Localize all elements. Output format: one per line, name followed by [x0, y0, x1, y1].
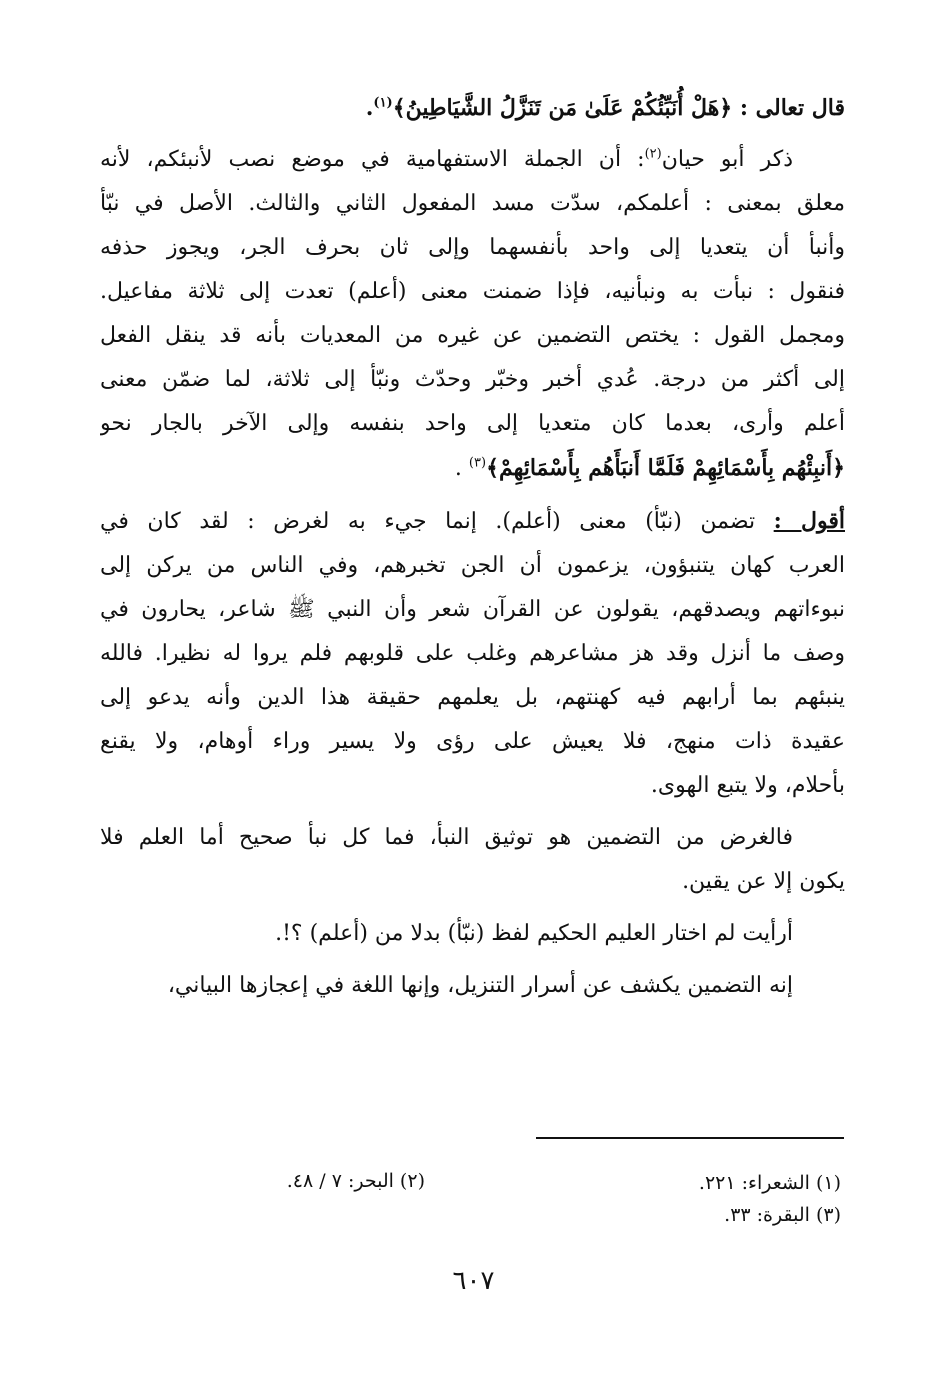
paragraph-4 — [100, 912, 845, 956]
heading-verse: ﴿هَلْ أُنَبِّئُكُمْ عَلَىٰ مَن تَنَزَّلُ الشَّيَاطِينُ﴾ — [392, 95, 733, 121]
p1-line-1 — [100, 138, 845, 182]
footnote-ref-2: (٢) — [644, 146, 662, 162]
paragraph-5 — [100, 964, 845, 1008]
p1-line-4: فنقول : نبأت به ونبأنيه، فإذا ضمنت معنى (أعلم) تعدت إلى ثلاثة مفاعيل. — [100, 279, 845, 304]
p1-line-3: وأنبأ أن يتعديا إلى واحد بأنفسهما وإلى ثان بحرف الجر، ويجوز حذفه — [100, 235, 845, 260]
paragraph-3 — [100, 816, 845, 904]
p2-line-4: وصف ما أنزل وقد هز مشاعرهم وغلب على قلوبهم فلم يروا له نظيرا. فالله — [100, 641, 845, 666]
p2-line-5: ينبئهم بما أرابهم فيه كهنتهم، بل يعلمهم حقيقة هذا الدين وأنه يدعو إلى — [100, 685, 845, 710]
p2-line-6: عقيدة ذات منهج، فلا يعيش على رؤى ولا يسير وراء أوهام، ولا يقنع — [100, 729, 845, 754]
p5-line-1: إنه التضمين يكشف عن أسرار التنزيل، وإنها اللغة في إعجازها البياني، — [167, 973, 793, 998]
p2-line-7: بأحلام، ولا يتبع الهوى. — [650, 773, 845, 798]
main-text — [100, 86, 845, 1016]
paragraph-1 — [100, 138, 845, 491]
footnote-separator — [536, 1137, 844, 1139]
p4-line-1: أرأيت لم اختار العليم الحكيم لفظ (نبّأ) بدلا من (أعلم) ؟!. — [275, 921, 793, 946]
heading-line — [100, 86, 845, 130]
p1-line-8 — [100, 446, 845, 491]
p1-line-5: ومجمل القول : يختص التضمين عن غيره من المعديات بأنه قد ينقل الفعل — [100, 323, 845, 348]
heading-prefix: قال تعالى : — [739, 95, 845, 121]
p1-line-7: أعلم وأرى، بعدما كان متعديا إلى واحد بنفسه وإلى الآخر بالجار نحو — [100, 411, 845, 436]
p2-line-3: نبوءاتهم ويصدقهم، يقولون عن القرآن شعر وأن النبي ﷺ شاعر، يحارون في — [100, 597, 845, 622]
p1-line-1-a: ذكر أبو حيان — [661, 147, 793, 172]
p2-line-1-rest: تضمن (نبّأ) معنى (أعلم). إنما جيء به لغرض : لقد كان في — [100, 509, 756, 534]
p1-line-1-b: : أن الجملة الاستفهامية في موضع نصب لأنبئكم، لأنه — [100, 147, 645, 172]
p1-line-2: معلق بمعنى : أعلمكم، سدّت مسد المفعول الثاني والثالث. الأصل في نبّأ — [100, 191, 845, 216]
p3-line-2: يكون إلا عن يقين. — [682, 869, 845, 894]
heading-suffix: . — [365, 95, 374, 121]
p3-line-1: فالغرض من التضمين هو توثيق النبأ، فما كل نبأ صحيح أما العلم فلا — [100, 825, 793, 850]
footnote-3: (٣) البقرة: ٣٣. — [724, 1204, 841, 1226]
p1-line-8-end: . — [454, 456, 462, 481]
footnote-ref-1: (١) — [373, 95, 393, 111]
heading-line-text — [100, 86, 845, 130]
paragraph-2 — [100, 499, 845, 808]
p1-verse: ﴿أَنبِئْهُم بِأَسْمَائِهِمْ فَلَمَّا أَنبَأَهُم بِأَسْمَائِهِمْ﴾ — [486, 455, 845, 481]
p2-label: أقول : — [773, 508, 845, 534]
footnote-2: (٢) البحر: ٧ / ٤٨. — [286, 1170, 425, 1192]
p1-line-6: إلى أكثر من درجة. عُدي أخبر وخبّر وحدّث ونبّأ إلى ثلاثة، لما ضمّن معنى — [100, 367, 845, 392]
page-number: ٦٠٧ — [452, 1266, 495, 1296]
footnote-1: (١) الشعراء: ٢٢١. — [698, 1172, 841, 1194]
p2-line-2: العرب كهان يتنبؤون، يزعمون أن الجن تخبرهم، وفي الناس من يركن إلى — [100, 553, 845, 578]
p2-line-1 — [100, 499, 845, 544]
footnote-ref-3: (٣) — [468, 455, 487, 471]
